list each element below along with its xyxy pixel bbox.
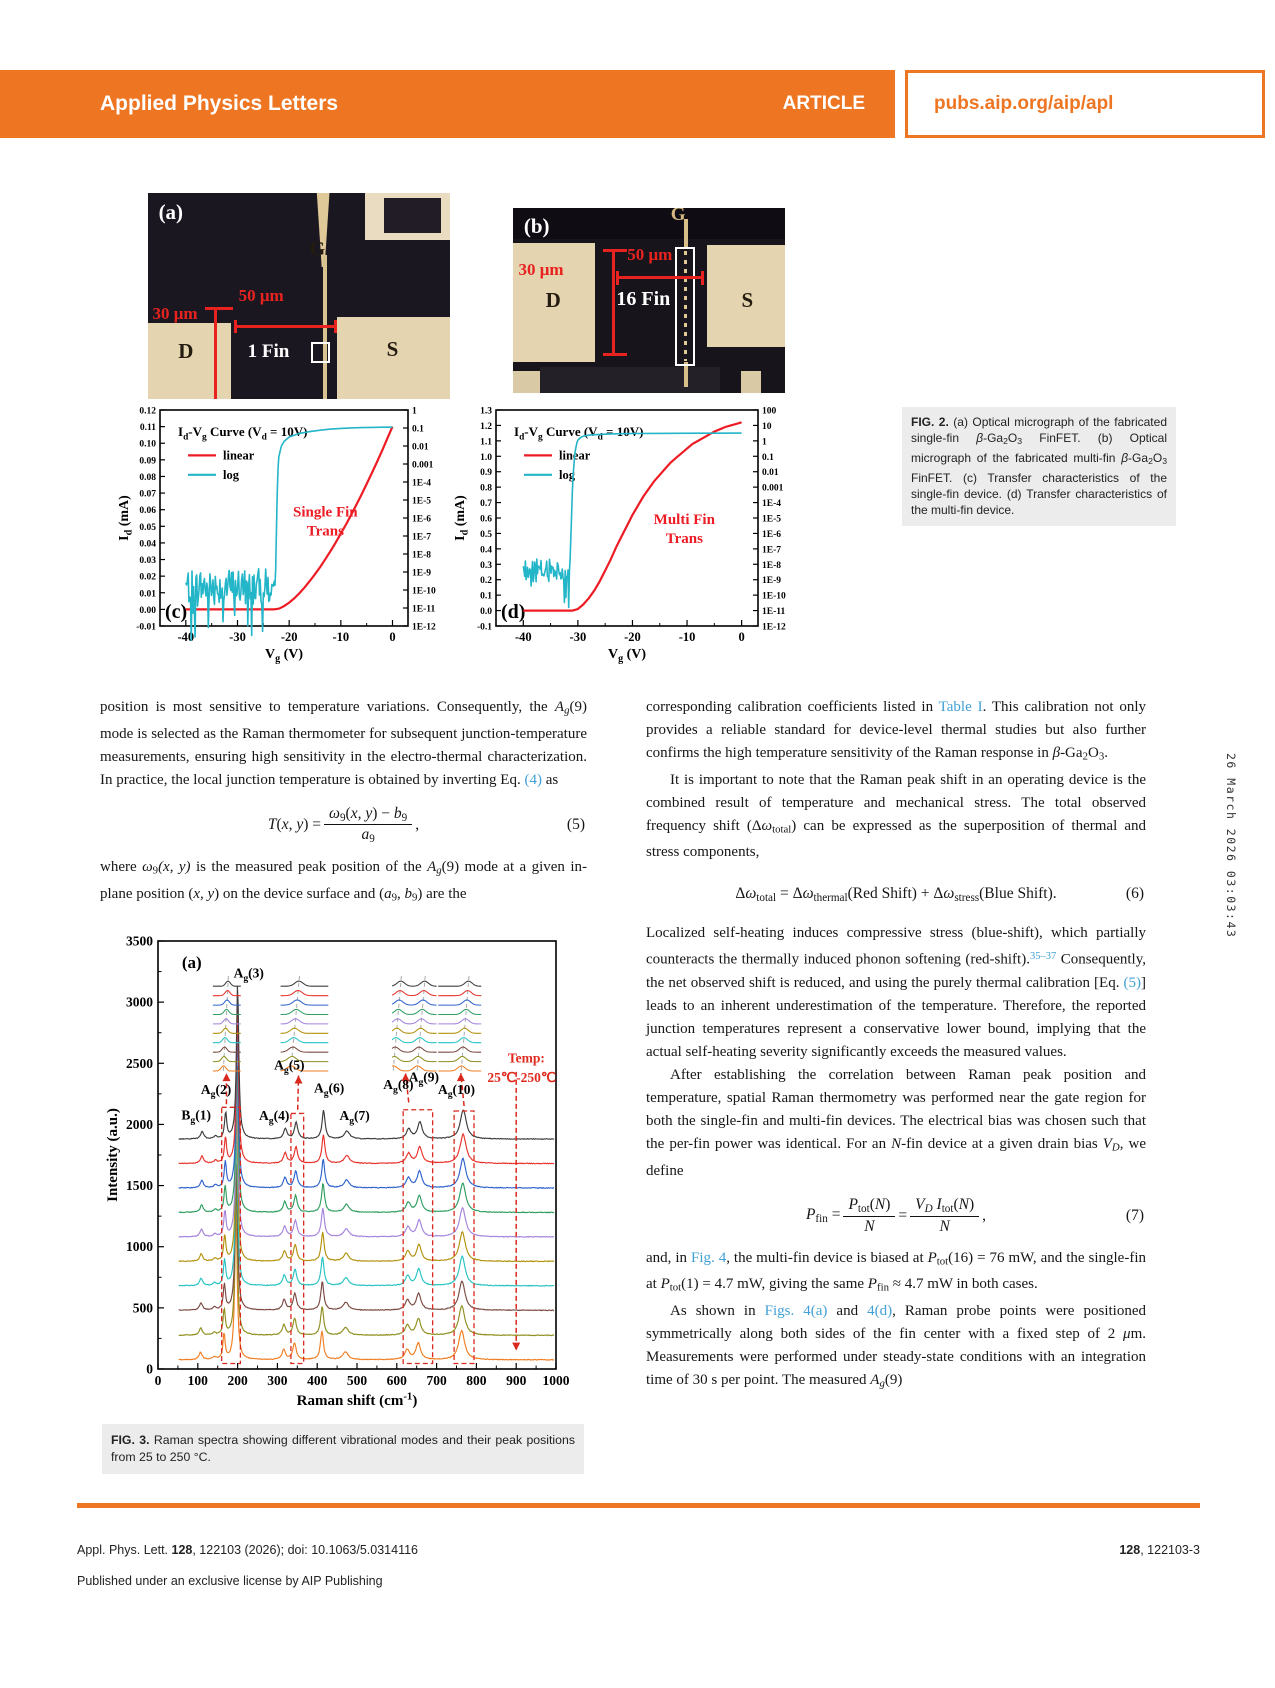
micrograph-single-fin — [148, 193, 450, 399]
svg-text:-40: -40 — [177, 630, 195, 644]
svg-text:Ag(2): $A_g(2)$ — [200, 1081, 232, 1101]
svg-text:900: 900 — [506, 1373, 527, 1388]
svg-text:Id (mA): $I_d$ (mA) — [117, 495, 135, 541]
paragraph: As shown in Figs. 4(a) and 4(d), Raman probe points were positioned symmetrically along both sides of the fin center with a fixed step of 2 μm. Measurements were performed under steady-state conditions with an integration time of 30 s per point. The measured Ag(9) — [646, 1302, 1146, 1390]
svg-text:Ag(10): $A_g(10)$ — [437, 1081, 476, 1101]
svg-text:1E-12: 1E-12 — [762, 622, 786, 633]
svg-text:1E-10: 1E-10 — [412, 586, 436, 597]
svg-text:0: 0 — [389, 630, 396, 644]
svg-text:-20: -20 — [280, 630, 298, 644]
panel-label-a: (a) — [158, 200, 184, 225]
height-measure-line — [612, 249, 615, 354]
citation-link[interactable]: Table I — [938, 699, 983, 715]
svg-text:Temp:: Temp: — [507, 1050, 545, 1066]
journal-header-bar — [0, 70, 895, 138]
width-label: 50 μm — [627, 245, 673, 264]
citation-link[interactable]: 35–37 — [1029, 951, 1057, 963]
svg-text:Id (mA): $I_d$ (mA) — [453, 495, 471, 541]
svg-text:600: 600 — [386, 1373, 407, 1388]
width-measure-line — [616, 276, 703, 279]
measure-tick — [334, 320, 337, 333]
transfer-chart-multi-fin — [452, 400, 800, 668]
svg-text:Id-Vg Curve (Vd = 10V): $I_d-V_g$ Curve $(V_d = 10V)$ — [178, 424, 308, 443]
svg-text:log: log — [559, 467, 575, 482]
svg-text:0.09: 0.09 — [139, 456, 156, 467]
svg-text:(c): (c) — [165, 601, 188, 623]
svg-text:1500: 1500 — [126, 1178, 153, 1194]
svg-text:0.2: 0.2 — [480, 576, 492, 587]
measure-tick — [205, 307, 232, 310]
measure-tick — [616, 271, 619, 285]
svg-text:25℃-250℃: 25℃-250℃ — [487, 1070, 556, 1086]
equation-5: T(x, y) = $\frac{\omega 9(x, y) - b9}{a9}$ , (5) — [267, 804, 585, 846]
svg-text:1E-12: 1E-12 — [412, 622, 436, 633]
transfer-chart-single-fin — [116, 400, 450, 668]
svg-text:100: 100 — [762, 406, 777, 417]
paragraph: position is most sensitive to temperature variations. Consequently, the Ag(9) mode is selected as the Raman thermometer for subsequent junction-temperature measurements, ensuring high sensitivity in the electro-thermal characterization. In practice, the local junction temperature is obtained by inverting Eq. (4) as — [100, 699, 587, 788]
svg-text:0.1: 0.1 — [480, 591, 492, 602]
figure-3-caption: FIG. 3. Raman spectra showing different vibrational modes and their peak positions from 25 to 250 °C. — [102, 1424, 584, 1474]
measure-tick — [603, 353, 627, 356]
paragraph: After establishing the correlation between Raman peak position and temperature, spatial Raman thermometry was performed near the gate region for both the single-fin and multi-fin devices. The electrical bias was chosen such that the per-fin power was identical. For an N-fin device at a given drain bias VD, we define — [646, 1067, 1146, 1179]
footer-page-number: 128, 122103-3 — [1119, 1543, 1200, 1557]
paragraph: Localized self-heating induces compressive stress (blue-shift), which partially counteracts the thermally induced phonon softening (red-shift).$^{35-37}$ Consequently, the net observed shift is reduced, and using the purely thermal calibration [Eq. (5)] leads to an inherent underestimation of the temperature. Therefore, the reported junction temperatures represent a conservative lower bound, implying that the actual self-heating severity significantly exceeds the measured values. — [646, 925, 1146, 1061]
svg-text:1E-8: 1E-8 — [412, 550, 431, 561]
citation-link[interactable]: (5) — [1123, 975, 1141, 992]
svg-text:1E-10: 1E-10 — [762, 591, 786, 602]
citation-link[interactable]: Fig. 4 — [690, 1249, 727, 1266]
svg-text:0.6: 0.6 — [480, 514, 492, 525]
height-label: 30 μm — [518, 259, 564, 279]
svg-text:0: 0 — [738, 630, 745, 644]
svg-text:1E-9: 1E-9 — [412, 568, 431, 579]
citation-link[interactable]: Figs. 4(a) — [764, 1302, 828, 1319]
citation-link[interactable]: (4) — [524, 771, 542, 788]
svg-text:0.01: 0.01 — [139, 589, 156, 600]
svg-text:Id-Vg Curve (Vd = 10V): $I_d-V_g$ Curve $(V_d = 10V)$ — [514, 424, 644, 443]
svg-text:linear: linear — [559, 448, 591, 463]
svg-text:1E-9: 1E-9 — [762, 576, 781, 587]
drain-label: D — [178, 339, 194, 364]
svg-text:800: 800 — [466, 1373, 487, 1388]
bottom-pad-corner — [513, 371, 540, 393]
measure-tick — [701, 271, 704, 285]
svg-text:0.04: 0.04 — [139, 539, 156, 550]
footer-citation: Appl. Phys. Lett. 128, 122103 (2026); doi: 10.1063/5.0314116 — [77, 1543, 419, 1557]
svg-text:1E-11: 1E-11 — [412, 604, 436, 615]
footer-license: Published under an exclusive license by AIP Publishing — [77, 1574, 383, 1588]
svg-text:0.001: 0.001 — [762, 483, 784, 494]
footer-rule — [77, 1503, 1200, 1508]
svg-text:0.03: 0.03 — [139, 556, 156, 567]
micrograph-multi-fin — [513, 208, 785, 393]
paragraph: and, in Fig. 4, the multi-fin device is biased at Ptot(16) = 76 mW, and the single-fin at Ptot(1) = 4.7 mW, giving the same Pfin ≈ 4.7 mW in both cases. — [646, 1249, 1146, 1294]
svg-text:Intensity (a.u.): Intensity (a.u.) — [105, 1108, 121, 1202]
download-datestamp: 26 March 2026 03:03:43 — [1224, 753, 1238, 939]
fin-array-box — [675, 247, 695, 366]
svg-text:1.3: 1.3 — [480, 406, 492, 417]
svg-text:1E-4: 1E-4 — [762, 499, 781, 510]
height-measure-line — [214, 308, 217, 399]
svg-text:2500: 2500 — [126, 1055, 153, 1071]
fin-highlight-box — [311, 342, 330, 363]
measure-tick — [234, 320, 237, 333]
svg-text:0.7: 0.7 — [480, 499, 492, 510]
svg-text:-0.1: -0.1 — [476, 622, 492, 633]
svg-text:1000: 1000 — [126, 1239, 153, 1255]
svg-text:2000: 2000 — [126, 1116, 153, 1132]
svg-text:Vg (V): $V_g$ (V) — [264, 647, 304, 665]
svg-text:Ag(3): $A_g(3)$ — [233, 965, 264, 985]
svg-text:Ag(8): $A_g(8)$ — [383, 1076, 414, 1096]
svg-text:0.1: 0.1 — [412, 424, 424, 435]
svg-text:Vg (V): $V_g$ (V) — [607, 647, 647, 665]
svg-text:100: 100 — [187, 1373, 208, 1388]
equation-6: Δωtotal = Δωthermal(Red Shift) + Δωstress(Blue Shift). (6) — [735, 884, 1144, 904]
svg-text:-30: -30 — [229, 630, 246, 644]
svg-text:0.06: 0.06 — [139, 506, 156, 517]
svg-text:0.08: 0.08 — [139, 472, 156, 483]
svg-text:3500: 3500 — [126, 933, 153, 949]
svg-text:1.2: 1.2 — [480, 421, 492, 432]
svg-text:Ag(5): $A_g(5)$ — [274, 1057, 305, 1076]
svg-text:1000: 1000 — [542, 1373, 570, 1388]
figure-2-caption: FIG. 2. (a) Optical micrograph of the fabricated single-fin β-Ga2O3 FinFET. (b) Optical micrograph of the fabricated multi-fin β-Ga2O3 FinFET. (c) Transfer characteristics of the single-fin device. (d) Transfer characteristics of the multi-fin device. — [902, 407, 1176, 526]
svg-text:1E-5: 1E-5 — [412, 496, 431, 507]
svg-text:1E-4: 1E-4 — [412, 478, 431, 489]
svg-text:Raman shift (cm-1): Raman shift $(cm^{-1})$ — [296, 1390, 418, 1409]
svg-text:0.1: 0.1 — [762, 452, 774, 463]
journal-url-link[interactable]: pubs.aip.org/aip/apl — [905, 70, 1265, 138]
svg-text:300: 300 — [267, 1373, 288, 1388]
footer-citation-row — [77, 1543, 1200, 1557]
svg-text:Single Fin: Single Fin — [293, 504, 358, 521]
column-right — [646, 696, 1146, 1396]
svg-text:0.4: 0.4 — [480, 545, 492, 556]
svg-text:Ag(7): $A_g(7)$ — [339, 1108, 370, 1127]
svg-text:linear: linear — [223, 448, 255, 463]
svg-text:1E-11: 1E-11 — [762, 607, 786, 618]
raman-spectra-chart — [102, 933, 576, 1415]
svg-text:-0.01: -0.01 — [136, 622, 156, 633]
drain-label: D — [545, 287, 561, 312]
column-left — [100, 696, 587, 910]
svg-text:0.12: 0.12 — [139, 406, 156, 417]
svg-text:0: 0 — [154, 1373, 162, 1388]
svg-text:0: 0 — [146, 1361, 153, 1377]
measure-tick — [603, 249, 627, 252]
svg-text:0.11: 0.11 — [139, 423, 156, 434]
svg-text:1E-7: 1E-7 — [412, 532, 431, 543]
svg-text:1.1: 1.1 — [480, 437, 492, 448]
svg-text:Ag(6): $A_g(6)$ — [313, 1080, 345, 1100]
source-label: S — [386, 337, 399, 362]
svg-text:Trans: Trans — [306, 523, 344, 540]
width-label: 50 μm — [238, 285, 284, 305]
citation-link[interactable]: 4(d) — [867, 1302, 893, 1319]
svg-text:Bg(1): $B_g(1)$ — [181, 1107, 212, 1126]
journal-title: Applied Physics Letters — [100, 92, 339, 115]
paragraph: It is important to note that the Raman peak shift in an operating device is the combined result of temperature and mechanical stress. The total observed frequency shift (Δωtotal) can be expressed as the superposition of thermal and stress components, — [646, 771, 1146, 861]
fin-count-label: 16 Fin — [616, 287, 671, 310]
svg-text:0.0: 0.0 — [480, 607, 492, 618]
svg-text:(a): (a) — [181, 952, 202, 972]
svg-text:500: 500 — [132, 1300, 153, 1316]
svg-text:1.0: 1.0 — [480, 452, 492, 463]
svg-text:3000: 3000 — [126, 994, 153, 1010]
log-series-line — [186, 427, 393, 640]
svg-text:Ag(9): $A_g(9)$ — [408, 1069, 440, 1089]
gate-label: G — [309, 238, 326, 261]
svg-text:0.01: 0.01 — [762, 468, 779, 479]
svg-text:0.9: 0.9 — [480, 468, 492, 479]
article-badge: ARTICLE — [782, 93, 865, 114]
gate-pad-window — [384, 198, 441, 233]
svg-text:1E-6: 1E-6 — [762, 529, 781, 540]
svg-text:-40: -40 — [514, 630, 532, 644]
svg-text:Trans: Trans — [665, 531, 703, 548]
svg-text:-10: -10 — [332, 630, 350, 644]
panel-label-b: (b) — [523, 213, 550, 238]
paragraph: corresponding calibration coefficients listed in Table I. This calibration not only provides a reliable standard for device-level thermal studies but also further confirms the high temperature sensitivity of the Raman response in β-Ga2O3. — [646, 699, 1146, 763]
svg-text:-30: -30 — [569, 630, 587, 644]
svg-text:400: 400 — [307, 1373, 328, 1388]
svg-text:0.10: 0.10 — [139, 439, 156, 450]
svg-text:0.3: 0.3 — [480, 560, 492, 571]
svg-text:0.001: 0.001 — [412, 460, 434, 471]
svg-text:Multi Fin: Multi Fin — [653, 512, 715, 529]
gate-label: G — [670, 208, 686, 226]
svg-text:200: 200 — [227, 1373, 248, 1388]
svg-text:500: 500 — [346, 1373, 368, 1388]
width-measure-line — [234, 325, 337, 328]
svg-text:Ag(4): $A_g(4)$ — [259, 1108, 290, 1127]
svg-text:1: 1 — [762, 437, 767, 448]
svg-text:1E-8: 1E-8 — [762, 560, 781, 571]
svg-text:1E-6: 1E-6 — [412, 514, 431, 525]
svg-text:1E-7: 1E-7 — [762, 545, 781, 556]
svg-text:0.8: 0.8 — [480, 483, 492, 494]
equation-7: Pfin = $\frac{\text{Ptot(N)}}{N}$ = $\frac{\text{VD Itot(N)}}{N}$ , (7) — [805, 1195, 1144, 1235]
svg-text:1: 1 — [412, 406, 417, 417]
svg-text:1E-5: 1E-5 — [762, 514, 781, 525]
paragraph: where ω9(x, y) is the measured peak position of the Ag(9) mode at a given in-plane position (x, y) on the device surface and (a9, b9) are the — [100, 859, 587, 904]
figure-3 — [102, 933, 576, 1474]
fin-count-label: 1 Fin — [247, 341, 290, 363]
svg-text:10: 10 — [762, 421, 772, 432]
svg-text:0.07: 0.07 — [139, 489, 156, 500]
bottom-pad-corner — [741, 371, 760, 393]
fin-array-dots — [684, 251, 687, 361]
svg-text:0.02: 0.02 — [139, 572, 156, 583]
top-dark-strip — [513, 208, 785, 239]
bottom-region — [540, 367, 720, 393]
svg-text:-10: -10 — [678, 630, 696, 644]
height-label: 30 μm — [152, 304, 198, 324]
svg-text:0.01: 0.01 — [412, 442, 429, 453]
svg-text:-20: -20 — [624, 630, 641, 644]
svg-text:0.00: 0.00 — [139, 605, 156, 616]
linear-series-line — [186, 427, 393, 610]
source-label: S — [741, 287, 754, 312]
svg-text:log: log — [223, 467, 239, 482]
svg-text:0.5: 0.5 — [480, 529, 492, 540]
svg-text:700: 700 — [426, 1373, 447, 1388]
svg-text:(d): (d) — [501, 601, 526, 623]
svg-text:0.05: 0.05 — [139, 522, 156, 533]
